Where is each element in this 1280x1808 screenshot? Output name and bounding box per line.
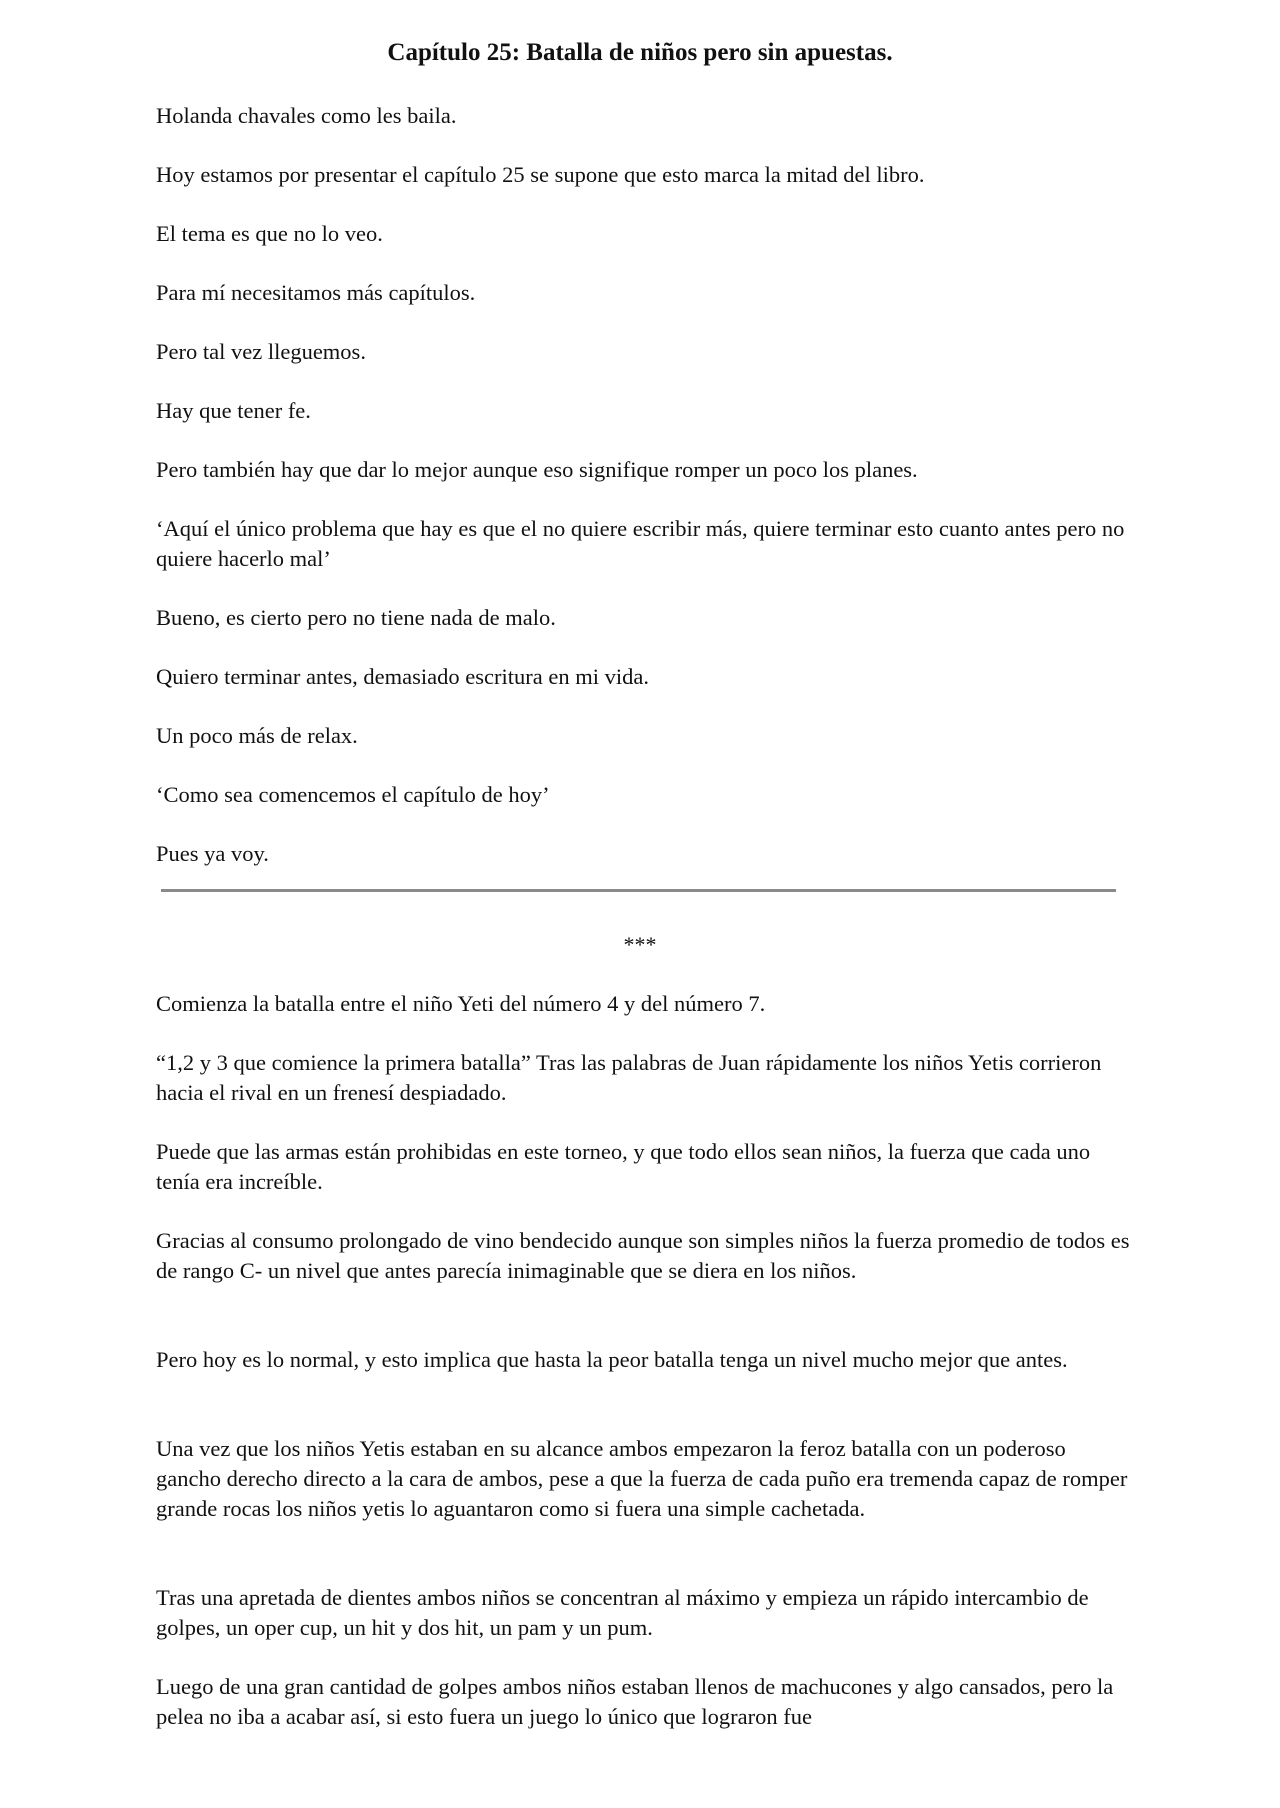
paragraph: El tema es que no lo veo.: [156, 221, 383, 246]
paragraph: Comienza la batalla entre el niño Yeti del número 4 y del número 7.: [156, 991, 766, 1016]
paragraph: Quiero terminar antes, demasiado escritura en mi vida.: [156, 664, 649, 689]
paragraph: Hoy estamos por presentar el capítulo 25 se supone que esto marca la mitad del libro.: [156, 162, 925, 187]
paragraph: Gracias al consumo prolongado de vino bendecido aunque son simples niños la fuerza promedio de todos es de rango C- un nivel que antes parecía inimaginable que se diera en los niños.: [156, 1228, 1130, 1283]
paragraph: Pero hoy es lo normal, y esto implica que hasta la peor batalla tenga un nivel mucho mejor que antes.: [156, 1347, 1068, 1372]
paragraph: ‘Como sea comencemos el capítulo de hoy’: [156, 782, 550, 807]
paragraph: Un poco más de relax.: [156, 723, 358, 748]
paragraph: Holanda chavales como les baila.: [156, 103, 457, 128]
chapter-title: Capítulo 25: Batalla de niños pero sin apuestas.: [387, 39, 893, 66]
horizontal-rule: [161, 889, 1116, 892]
paragraph: Bueno, es cierto pero no tiene nada de malo.: [156, 605, 556, 630]
paragraph: Pero también hay que dar lo mejor aunque eso signifique romper un poco los planes.: [156, 457, 918, 482]
paragraph: Hay que tener fe.: [156, 398, 311, 423]
paragraph: “1,2 y 3 que comience la primera batalla” Tras las palabras de Juan rápidamente los niños Yetis corrieron hacia el rival en un frenesí despiadado.: [156, 1050, 1102, 1105]
paragraph: Puede que las armas están prohibidas en este torneo, y que todo ellos sean niños, la fuerza que cada uno tenía era increíble.: [156, 1139, 1091, 1194]
paragraph: Para mí necesitamos más capítulos.: [156, 280, 476, 305]
paragraph: Una vez que los niños Yetis estaban en su alcance ambos empezaron la feroz batalla con un poderoso gancho derecho directo a la cara de ambos, pese a que la fuerza de cada puño era tremenda capaz de romper grande rocas los niños yetis lo aguantaron como si fuera una simple cachetada.: [156, 1436, 1128, 1521]
paragraph: Luego de una gran cantidad de golpes ambos niños estaban llenos de machucones y algo cansados, pero la pelea no iba a acabar así, si esto fuera un juego lo único que lograron fue: [156, 1674, 1114, 1729]
section-separator: ***: [623, 932, 657, 957]
paragraph: Pues ya voy.: [156, 841, 269, 866]
paragraph: Tras una apretada de dientes ambos niños se concentran al máximo y empieza un rápido intercambio de golpes, un oper cup, un hit y dos hit, un pam y un pum.: [156, 1585, 1089, 1640]
paragraph: Pero tal vez lleguemos.: [156, 339, 366, 364]
paragraph: ‘Aquí el único problema que hay es que el no quiere escribir más, quiere terminar esto cuanto antes pero no quiere hacerlo mal’: [156, 516, 1125, 571]
